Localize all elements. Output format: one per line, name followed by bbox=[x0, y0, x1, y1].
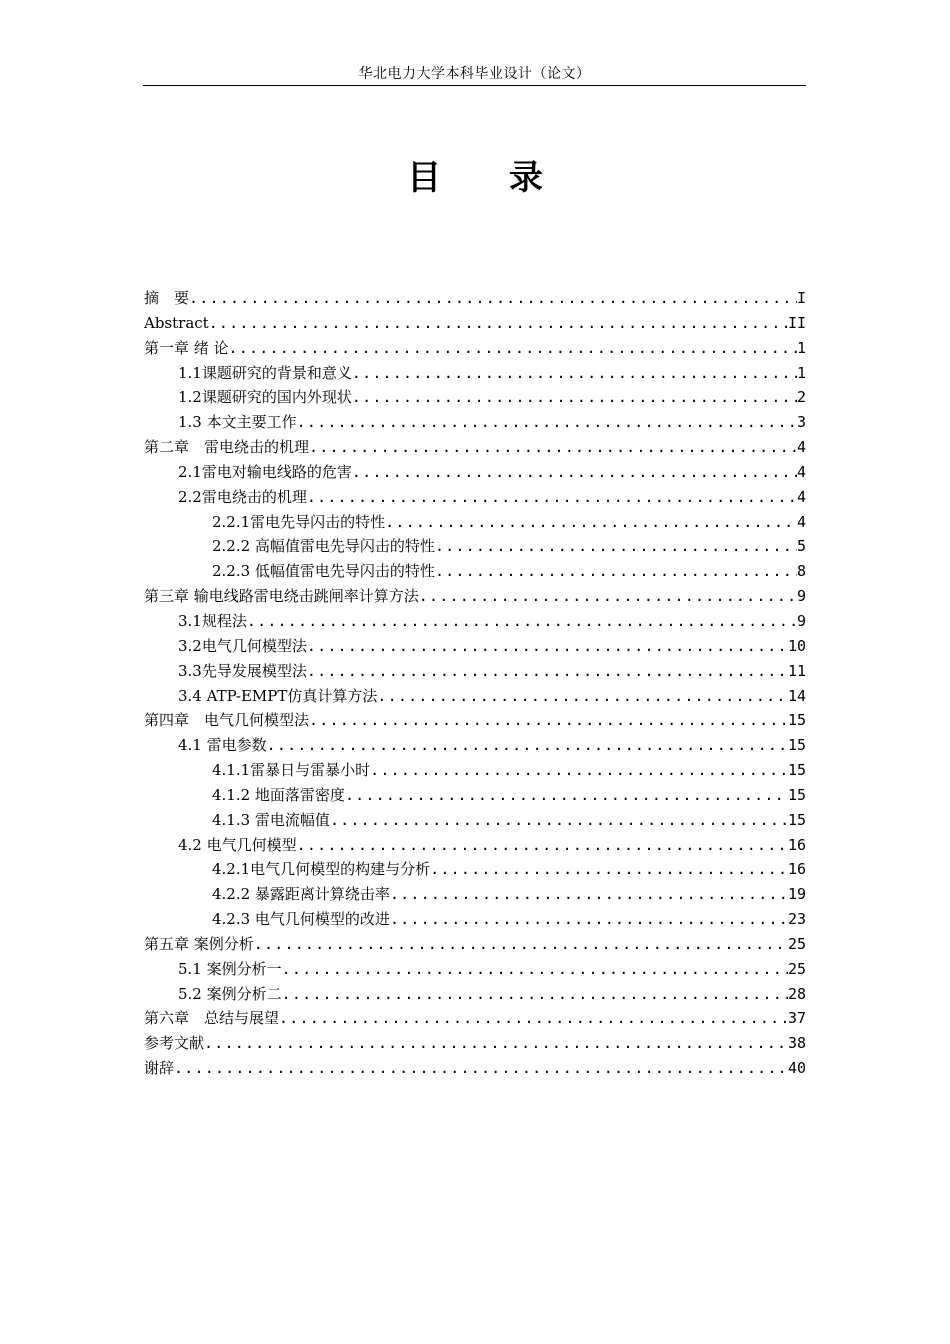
toc-page-number: 1 bbox=[796, 338, 806, 357]
toc-page-number: 19 bbox=[787, 885, 806, 904]
toc-entry[interactable] bbox=[144, 758, 806, 783]
toc-entry-label: 2.2.3 低幅值雷电先导闪击的特性 bbox=[212, 562, 435, 581]
toc-page-number: 16 bbox=[787, 835, 806, 854]
toc-dot-leader bbox=[254, 932, 788, 957]
toc-entry-label: 1.3 本文主要工作 bbox=[178, 413, 297, 432]
toc-dot-leader bbox=[435, 559, 797, 584]
toc-dot-leader bbox=[229, 336, 797, 361]
toc-dot-leader bbox=[307, 485, 797, 510]
toc-page-number: 3 bbox=[796, 413, 806, 432]
toc-page-number: 15 bbox=[787, 785, 806, 804]
toc-page-number: 16 bbox=[787, 860, 806, 879]
toc-dot-leader bbox=[174, 1056, 788, 1081]
toc-dot-leader bbox=[430, 857, 788, 882]
toc-entry-label: 谢辞 bbox=[144, 1059, 175, 1078]
toc-dot-leader bbox=[345, 783, 788, 808]
toc-dot-leader bbox=[377, 684, 788, 709]
toc-entry[interactable] bbox=[144, 634, 806, 659]
toc-dot-leader bbox=[209, 311, 788, 336]
toc-dot-leader bbox=[309, 435, 797, 460]
toc-entry-label: 2.2.2 高幅值雷电先导闪击的特性 bbox=[212, 537, 435, 556]
toc-entry-label: 第五章 案例分析 bbox=[144, 934, 254, 953]
toc-page-number: I bbox=[796, 289, 806, 307]
toc-entry[interactable] bbox=[144, 857, 806, 882]
toc-dot-leader bbox=[370, 758, 788, 783]
toc-dot-leader bbox=[282, 957, 788, 982]
toc-dot-leader bbox=[189, 286, 797, 311]
toc-page-number: 15 bbox=[787, 761, 806, 780]
toc-entry-label: 3.3先导发展模型法 bbox=[178, 661, 307, 680]
toc-entry[interactable] bbox=[144, 311, 806, 336]
toc-entry-label: 2.1雷电对输电线路的危害 bbox=[178, 462, 352, 481]
toc-entry[interactable] bbox=[144, 808, 806, 833]
toc-entry[interactable] bbox=[144, 882, 806, 907]
toc-dot-leader bbox=[282, 982, 788, 1007]
toc-entry-label: 第六章 总结与展望 bbox=[144, 1009, 280, 1028]
toc-dot-leader bbox=[390, 882, 788, 907]
toc-page-number: 9 bbox=[796, 611, 806, 630]
toc-entry[interactable] bbox=[144, 609, 806, 634]
toc-dot-leader bbox=[390, 907, 788, 932]
page-header: 华北电力大学本科毕业设计（论文） bbox=[358, 66, 591, 82]
toc-dot-leader bbox=[352, 361, 797, 386]
toc-entry-label: 4.1.2 地面落雷密度 bbox=[212, 785, 345, 804]
toc-dot-leader bbox=[330, 808, 788, 833]
toc-entry[interactable] bbox=[144, 833, 806, 858]
toc-entry[interactable] bbox=[144, 708, 806, 733]
toc-entry[interactable] bbox=[144, 659, 806, 684]
toc-page-number: 1 bbox=[796, 363, 806, 382]
toc-entry-label: 3.4 ATP-EMPT仿真计算方法 bbox=[178, 686, 378, 705]
toc-entry-label: 第二章 雷电绕击的机理 bbox=[144, 438, 310, 457]
toc-entry-label: 4.2.3 电气几何模型的改进 bbox=[212, 910, 390, 929]
toc-entry[interactable] bbox=[144, 932, 806, 957]
toc-page-number: 4 bbox=[796, 438, 806, 457]
toc-entry-label: 1.2课题研究的国内外现状 bbox=[178, 388, 352, 407]
toc-page-number: 5 bbox=[796, 537, 806, 556]
toc-page-number: 14 bbox=[787, 686, 806, 705]
toc-entry[interactable] bbox=[144, 534, 806, 559]
toc-entry-label: 3.2电气几何模型法 bbox=[178, 636, 307, 655]
toc-dot-leader bbox=[267, 733, 788, 758]
table-of-contents bbox=[144, 286, 806, 1081]
toc-page-number: 4 bbox=[796, 462, 806, 481]
toc-entry-label: 2.2雷电绕击的机理 bbox=[178, 487, 307, 506]
toc-dot-leader bbox=[297, 833, 788, 858]
toc-page-number: 38 bbox=[787, 1034, 806, 1053]
toc-entry[interactable] bbox=[144, 336, 806, 361]
toc-entry[interactable] bbox=[144, 559, 806, 584]
toc-entry[interactable] bbox=[144, 1031, 806, 1056]
toc-page-number: 10 bbox=[787, 636, 806, 655]
toc-entry[interactable] bbox=[144, 957, 806, 982]
toc-entry-label: 4.2.2 暴露距离计算绕击率 bbox=[212, 885, 390, 904]
toc-entry[interactable] bbox=[144, 385, 806, 410]
toc-page-number: 9 bbox=[796, 587, 806, 606]
toc-page-number: 8 bbox=[796, 562, 806, 581]
toc-entry[interactable] bbox=[144, 982, 806, 1007]
toc-page-number: 37 bbox=[787, 1009, 806, 1028]
toc-dot-leader bbox=[309, 708, 788, 733]
toc-page-number: 4 bbox=[796, 487, 806, 506]
toc-entry[interactable] bbox=[144, 1006, 806, 1031]
toc-entry-label: 4.2.1电气几何模型的构建与分析 bbox=[212, 860, 431, 879]
toc-entry[interactable] bbox=[144, 361, 806, 386]
toc-entry-label: 5.2 案例分析二 bbox=[178, 984, 282, 1003]
toc-entry-label: 参考文献 bbox=[144, 1034, 205, 1053]
toc-dot-leader bbox=[352, 385, 797, 410]
header-rule bbox=[143, 85, 806, 86]
toc-entry[interactable] bbox=[144, 733, 806, 758]
toc-entry-label: 4.1.3 雷电流幅值 bbox=[212, 810, 330, 829]
toc-entry-label: 第三章 输电线路雷电绕击跳闸率计算方法 bbox=[144, 587, 419, 606]
toc-dot-leader bbox=[247, 609, 797, 634]
toc-entry[interactable] bbox=[144, 410, 806, 435]
toc-entry-label: 5.1 案例分析一 bbox=[178, 959, 282, 978]
toc-dot-leader bbox=[435, 534, 797, 559]
toc-dot-leader bbox=[297, 410, 797, 435]
toc-entry[interactable] bbox=[144, 684, 806, 709]
toc-entry-label: 4.1.1雷暴日与雷暴小时 bbox=[212, 761, 371, 780]
toc-entry-label: 第一章 绪 论 bbox=[144, 338, 229, 357]
toc-page-number: 4 bbox=[796, 512, 806, 531]
toc-page-number: 15 bbox=[787, 810, 806, 829]
toc-page-number: 40 bbox=[787, 1059, 806, 1078]
toc-entry-label: 1.1课题研究的背景和意义 bbox=[178, 363, 352, 382]
toc-page-number: 15 bbox=[787, 736, 806, 755]
toc-entry-label: 4.1 雷电参数 bbox=[178, 736, 267, 755]
toc-entry[interactable] bbox=[144, 1056, 806, 1081]
toc-page-number: 28 bbox=[787, 984, 806, 1003]
toc-page-number: 25 bbox=[787, 934, 806, 953]
toc-entry[interactable] bbox=[144, 435, 806, 460]
toc-dot-leader bbox=[307, 634, 788, 659]
toc-dot-leader bbox=[307, 659, 788, 684]
toc-entry-label: 4.2 电气几何模型 bbox=[178, 835, 297, 854]
toc-entry[interactable] bbox=[144, 286, 806, 311]
toc-dot-leader bbox=[352, 460, 797, 485]
toc-entry[interactable] bbox=[144, 460, 806, 485]
toc-entry-label: 第四章 电气几何模型法 bbox=[144, 711, 310, 730]
toc-page-number: 2 bbox=[796, 388, 806, 407]
toc-page-number: II bbox=[787, 313, 806, 332]
toc-dot-leader bbox=[419, 584, 797, 609]
toc-entry[interactable] bbox=[144, 584, 806, 609]
toc-entry[interactable] bbox=[144, 485, 806, 510]
toc-dot-leader bbox=[204, 1031, 788, 1056]
toc-page-number: 23 bbox=[787, 910, 806, 929]
toc-dot-leader bbox=[279, 1006, 788, 1031]
toc-page-number: 11 bbox=[787, 661, 806, 680]
toc-page-number: 25 bbox=[787, 959, 806, 978]
toc-entry[interactable] bbox=[144, 783, 806, 808]
toc-entry-label: 2.2.1雷电先导闪击的特性 bbox=[212, 512, 386, 531]
toc-entry-label: Abstract bbox=[144, 313, 209, 332]
toc-entry-label: 3.1规程法 bbox=[178, 611, 247, 630]
toc-entry[interactable] bbox=[144, 907, 806, 932]
toc-entry[interactable] bbox=[144, 510, 806, 535]
toc-title: 目 录 bbox=[407, 158, 571, 198]
toc-dot-leader bbox=[385, 510, 797, 535]
toc-page-number: 15 bbox=[787, 711, 806, 730]
toc-entry-label: 摘 要 bbox=[144, 289, 190, 307]
